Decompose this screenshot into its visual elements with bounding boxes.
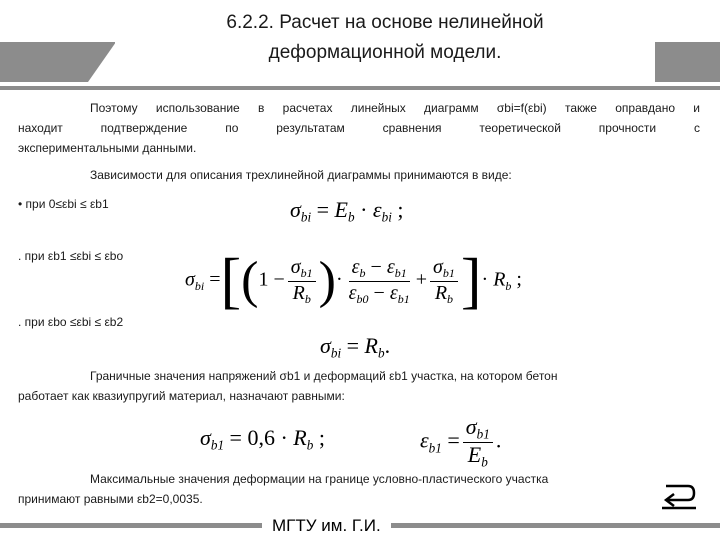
intro-line-2: находит подтверждение по результатам сравнения теоретической прочности с [18,121,700,135]
title-line-2: деформационной модели. [268,42,502,63]
title-line-1: 6.2.2. Расчет на основе нелинейной [226,12,544,33]
condition-2: . при εb1 ≤εbi ≤ εbo [18,249,124,263]
footer-label: МГТУ им. Г.И. [262,515,391,537]
formula-5: $\varepsilon_{b1}$ = $\frac{\sigma_{b1}}{E_b}$ . [420,414,502,470]
formula-3: $\sigma_{bi} = R_b$. [320,333,391,361]
intro-line-3: экспериментальными данными. [18,141,197,155]
maxdef-line-2: принимают равными εb2=0,0035. [18,492,203,506]
page-title [120,8,650,68]
header-bar-right [655,42,720,82]
dependencies-text: Зависимости для описания трехлинейной диаграммы принимаются в виде: [90,168,512,182]
formula-4: $\sigma_{b1} = 0,6 \cdot R_b$ ; [200,425,325,453]
header-rule [0,86,720,90]
formula-1: $\sigma_{bi} = E_b \cdot \varepsilon_{bi}$ ; [290,197,404,225]
condition-1: • при 0≤εbi ≤ εb1 [18,197,109,211]
maxdef-line-1: Максимальные значения деформации на границе условно-пластического участка [90,472,549,486]
boundary-line-2: работает как квазиупругий материал, назначают равными: [18,389,345,403]
boundary-line-1: Граничные значения напряжений σb1 и деформаций εb1 участка, на котором бетон [90,369,558,383]
formula-4-value: 0,6 [247,425,275,450]
return-arrow-icon[interactable] [660,482,698,510]
intro-line-1: Поэтому использование в расчетах линейных диаграмм σbi=f(εbi) также оправдано и [90,101,700,115]
formula-2: $\sigma_{bi} =[(1$ − $\frac{\sigma_{b1}}{R_b}$ )· $\frac{\varepsilon_b - \varepsilon_{b1}}{\varepsilon_{b0} - \varepsilon_{b1}}$ + $\frac{\sigma_{b1}}{R_b}$ ]· $R_b$ ; [185,247,522,315]
header-bar-left [0,42,115,82]
condition-3: . при εbo ≤εbi ≤ εb2 [18,315,124,329]
